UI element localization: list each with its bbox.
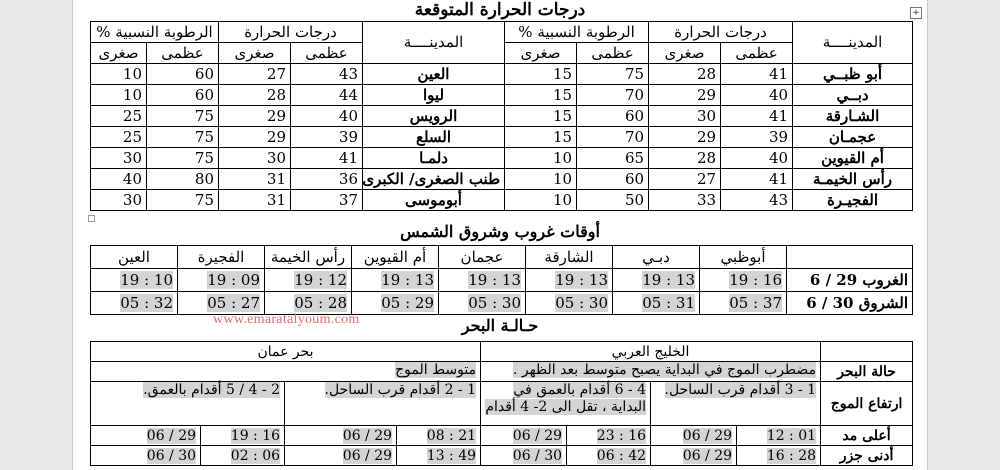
temp-max-cell: 37 <box>291 190 363 211</box>
temp-max-cell: 40 <box>291 106 363 127</box>
sunrise-label: الشروق 30 / 6 <box>787 292 913 315</box>
gulf-wave-deep: 4 - 6 أقدام بالعمق في البداية ، تقل الى 2- 4 أقدام <box>485 382 647 415</box>
sunset-time: 19 : 10 <box>120 270 173 289</box>
oman-state: متوسط الموج <box>395 362 477 378</box>
humidity-header: الرطوبة النسبية % <box>91 22 219 43</box>
oman-header: بحر عمان <box>91 342 481 362</box>
city-cell: رأس الخيمـة <box>793 169 913 190</box>
low-tide-label: أدنى جزر <box>821 446 913 466</box>
temp-header: درجات الحرارة <box>219 22 363 43</box>
humidity-min-cell: 25 <box>91 127 147 148</box>
temp-header: درجات الحرارة <box>649 22 793 43</box>
temp-min-cell: 33 <box>649 190 721 211</box>
table-row <box>91 127 913 148</box>
temp-max-cell: 36 <box>291 169 363 190</box>
humidity-min-cell: 40 <box>91 169 147 190</box>
temp-min-cell: 31 <box>219 190 291 211</box>
gulf-header: الخليج العربي <box>481 342 821 362</box>
humidity-max-cell: 70 <box>577 85 649 106</box>
city-cell: ليوا <box>363 85 505 106</box>
city-cell: السلع <box>363 127 505 148</box>
table-row <box>91 446 913 466</box>
sunset-time: 19 : 13 <box>555 270 608 289</box>
humidity-max-cell: 60 <box>577 106 649 127</box>
temp-max-cell: 40 <box>721 148 793 169</box>
sunset-time: 19 : 13 <box>642 270 695 289</box>
low-tide-value: 06 / 30 <box>146 447 197 464</box>
sunset-time: 19 : 16 <box>729 270 782 289</box>
humidity-max-cell: 70 <box>577 127 649 148</box>
max-label: عظمى <box>147 43 219 64</box>
min-label: صغرى <box>505 43 577 64</box>
humidity-max-cell: 65 <box>577 148 649 169</box>
temp-min-cell: 30 <box>219 148 291 169</box>
temp-min-cell: 29 <box>649 85 721 106</box>
humidity-max-cell: 75 <box>147 190 219 211</box>
city-header-cell: رأس الخيمة <box>265 246 352 269</box>
table-move-handle-icon[interactable]: + <box>910 7 922 19</box>
humidity-min-cell: 10 <box>505 190 577 211</box>
sunset-time: 19 : 09 <box>207 270 260 289</box>
humidity-max-cell: 60 <box>147 64 219 85</box>
low-tide-value: 06 / 29 <box>342 447 393 464</box>
sea-state-table <box>90 341 913 466</box>
city-cell: عجمـان <box>793 127 913 148</box>
table-row <box>91 269 913 292</box>
temp-min-cell: 28 <box>649 64 721 85</box>
sun-times-table <box>90 245 913 315</box>
max-label: عظمى <box>577 43 649 64</box>
temp-max-cell: 39 <box>721 127 793 148</box>
city-header: المدينــــة <box>363 22 505 64</box>
temp-min-cell: 28 <box>219 85 291 106</box>
temp-min-cell: 29 <box>219 127 291 148</box>
high-tide-value: 23 : 16 <box>596 427 647 444</box>
low-tide-value: 06 / 30 <box>512 447 563 464</box>
city-cell: الشـارقة <box>793 106 913 127</box>
humidity-header: الرطوبة النسبية % <box>505 22 649 43</box>
city-cell: الرويس <box>363 106 505 127</box>
sun-times-heading: أوقات غروب وشروق الشمس <box>400 222 600 241</box>
sea-heading: حـالـة البحر <box>461 316 539 335</box>
temp-max-cell: 44 <box>291 85 363 106</box>
temp-max-cell: 41 <box>721 64 793 85</box>
sunrise-time: 05 : 32 <box>120 293 173 312</box>
city-cell: أبوموسى <box>363 190 505 211</box>
temp-max-cell: 43 <box>291 64 363 85</box>
table-row <box>91 85 913 106</box>
min-label: صغرى <box>91 43 147 64</box>
temp-min-cell: 29 <box>219 106 291 127</box>
gulf-state: مضطرب الموج في البداية يصبح متوسط بعد الظهر . <box>512 362 817 378</box>
high-tide-value: 12 : 01 <box>766 427 817 444</box>
table-row <box>91 64 913 85</box>
high-tide-value: 19 : 16 <box>230 427 281 444</box>
humidity-min-cell: 10 <box>91 85 147 106</box>
humidity-min-cell: 15 <box>505 64 577 85</box>
sunrise-time: 05 : 29 <box>381 293 434 312</box>
temp-min-cell: 30 <box>649 106 721 127</box>
gulf-wave-coast: 1 - 3 أقدام قرب الساحل. <box>664 382 817 398</box>
humidity-max-cell: 75 <box>147 127 219 148</box>
sunset-time: 19 : 13 <box>381 270 434 289</box>
high-tide-value: 08 : 21 <box>426 427 477 444</box>
city-cell: العين <box>363 64 505 85</box>
city-cell: دلمـا <box>363 148 505 169</box>
sunrise-time: 05 : 37 <box>729 293 782 312</box>
city-cell: طنب الصغرى/ الكبرى <box>363 169 505 190</box>
city-header-cell: الفجيرة <box>178 246 265 269</box>
city-header: المدينــــة <box>793 22 913 64</box>
humidity-min-cell: 15 <box>505 106 577 127</box>
sunset-label: الغروب 29 / 6 <box>787 269 913 292</box>
min-label: صغرى <box>649 43 721 64</box>
wave-height-label: ارتفاع الموج <box>821 382 913 426</box>
low-tide-value: 06 / 29 <box>682 447 733 464</box>
sunrise-time: 05 : 31 <box>642 293 695 312</box>
temp-max-cell: 41 <box>291 148 363 169</box>
sunrise-time: 05 : 27 <box>207 293 260 312</box>
city-header-cell: دبـي <box>613 246 700 269</box>
max-label: عظمى <box>291 43 363 64</box>
humidity-max-cell: 60 <box>147 85 219 106</box>
watermark: www.emaratalyoum.com <box>213 312 360 327</box>
city-header-cell: الشارقة <box>526 246 613 269</box>
humidity-min-cell: 30 <box>91 190 147 211</box>
city-header-cell: أبوظبي <box>700 246 787 269</box>
temp-min-cell: 29 <box>649 127 721 148</box>
temp-min-cell: 27 <box>219 64 291 85</box>
humidity-max-cell: 75 <box>577 64 649 85</box>
humidity-max-cell: 50 <box>577 190 649 211</box>
table-row <box>91 190 913 211</box>
oman-wave-deep: 2 - 4 / 5 أقدام بالعمق. <box>143 382 281 398</box>
city-header-cell: العين <box>91 246 178 269</box>
humidity-max-cell: 75 <box>147 106 219 127</box>
high-tide-value: 06 / 29 <box>512 427 563 444</box>
high-tide-value: 06 / 29 <box>146 427 197 444</box>
sunrise-time: 05 : 30 <box>468 293 521 312</box>
temperature-table <box>90 21 913 211</box>
sunrise-time: 05 : 28 <box>294 293 347 312</box>
city-cell: الفجيـرة <box>793 190 913 211</box>
temp-min-cell: 28 <box>649 148 721 169</box>
temp-max-cell: 41 <box>721 106 793 127</box>
high-tide-value: 06 / 29 <box>342 427 393 444</box>
humidity-min-cell: 10 <box>91 64 147 85</box>
sea-state-label: حالة البحر <box>821 362 913 382</box>
temp-max-cell: 39 <box>291 127 363 148</box>
humidity-min-cell: 10 <box>505 169 577 190</box>
low-tide-value: 13 : 49 <box>426 447 477 464</box>
low-tide-value: 06 : 42 <box>596 447 647 464</box>
low-tide-value: 16 : 28 <box>766 447 817 464</box>
table-row <box>91 426 913 446</box>
table-resize-handle-icon[interactable] <box>88 215 95 222</box>
humidity-max-cell: 60 <box>577 169 649 190</box>
city-header-cell: أم القيوين <box>352 246 439 269</box>
corner-cell <box>787 246 913 269</box>
humidity-min-cell: 25 <box>91 106 147 127</box>
temp-max-cell: 43 <box>721 190 793 211</box>
high-tide-value: 06 / 29 <box>682 427 733 444</box>
sunset-time: 19 : 13 <box>468 270 521 289</box>
min-label: صغرى <box>219 43 291 64</box>
sunrise-time: 05 : 30 <box>555 293 608 312</box>
temp-max-cell: 40 <box>721 85 793 106</box>
temp-max-cell: 41 <box>721 169 793 190</box>
humidity-min-cell: 15 <box>505 85 577 106</box>
table-row <box>91 148 913 169</box>
city-cell: أم القيوين <box>793 148 913 169</box>
sunset-time: 19 : 12 <box>294 270 347 289</box>
humidity-max-cell: 80 <box>147 169 219 190</box>
table-row <box>91 106 913 127</box>
temp-min-cell: 31 <box>219 169 291 190</box>
humidity-max-cell: 75 <box>147 148 219 169</box>
humidity-min-cell: 30 <box>91 148 147 169</box>
city-header-cell: عجمان <box>439 246 526 269</box>
humidity-min-cell: 10 <box>505 148 577 169</box>
humidity-min-cell: 15 <box>505 127 577 148</box>
table-row <box>91 169 913 190</box>
oman-wave-coast: 1 - 2 أقدام قرب الساحل. <box>324 382 477 398</box>
low-tide-value: 02 : 06 <box>230 447 281 464</box>
city-cell: أبو ظبــي <box>793 64 913 85</box>
temperatures-heading: درجات الحرارة المتوقعة <box>414 0 586 20</box>
city-cell: دبــي <box>793 85 913 106</box>
sea-corner-cell <box>821 342 913 362</box>
temp-min-cell: 27 <box>649 169 721 190</box>
max-label: عظمى <box>721 43 793 64</box>
high-tide-label: أعلى مد <box>821 426 913 446</box>
